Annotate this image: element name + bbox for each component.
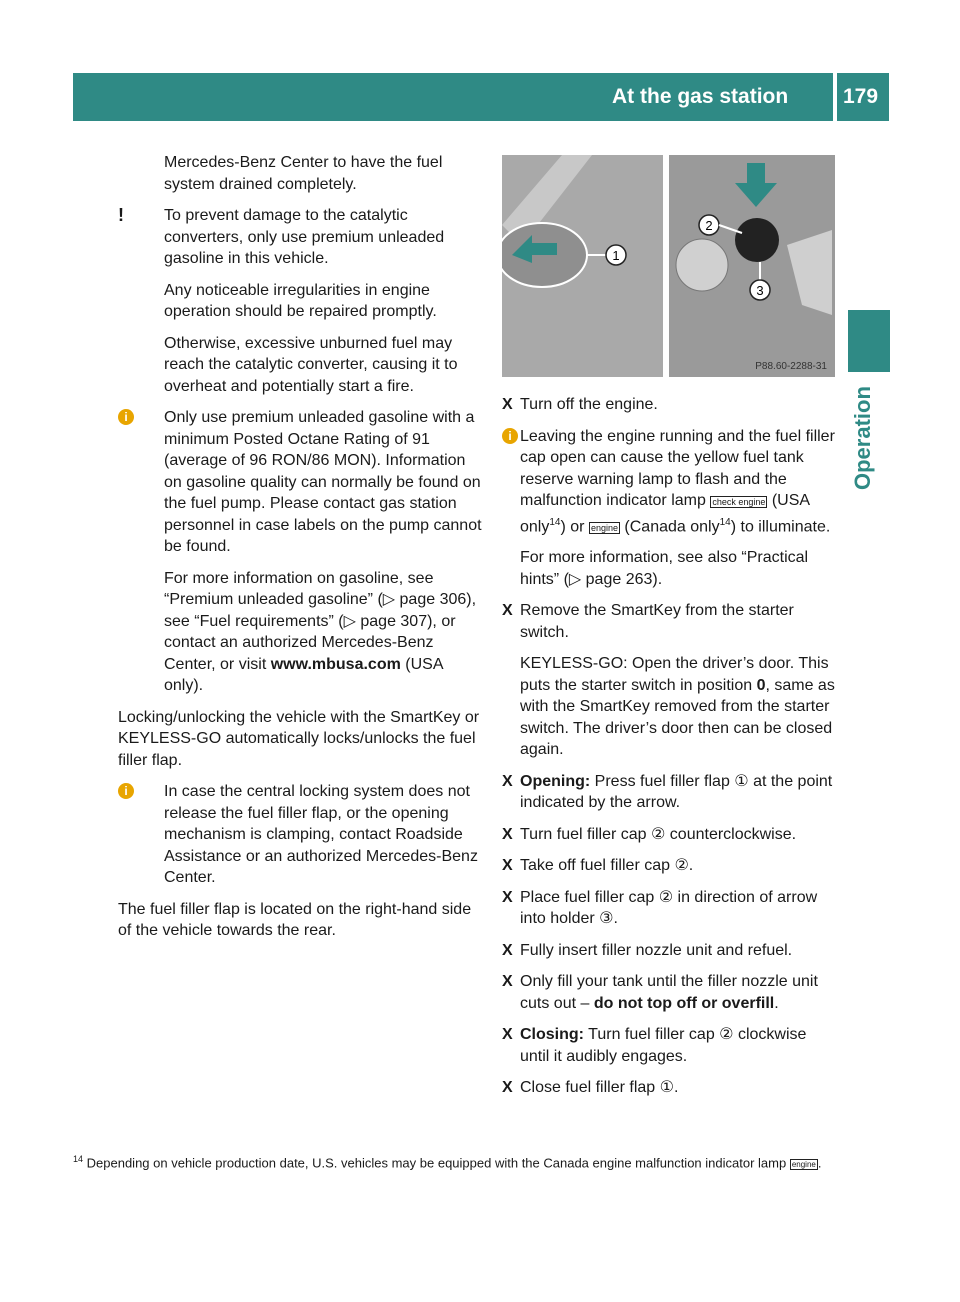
paragraph: Otherwise, excessive unburned fuel may reach the catalytic converter, causing it to overheat and potentially start a fire. — [164, 334, 458, 395]
left-column — [118, 152, 484, 952]
paragraph — [502, 653, 835, 761]
paragraph: Locking/unlocking the vehicle with the SmartKey or KEYLESS-GO automatically locks/unlocks the fuel filler flap. — [118, 708, 480, 769]
step-arrow-icon: X — [502, 941, 513, 959]
step — [502, 940, 835, 962]
text: (USA only). — [164, 655, 443, 694]
info-icon: i — [502, 428, 518, 444]
text: Place fuel filler cap ② in direction of arrow into holder ③. — [520, 888, 818, 928]
section-tab-label: Operation — [850, 386, 875, 490]
engine-icon: engine — [791, 1160, 816, 1170]
info-icon: i — [118, 783, 134, 799]
text: Remove the SmartKey from the starter switch. — [520, 602, 794, 641]
step-arrow-icon: X — [502, 973, 513, 991]
step — [502, 824, 835, 846]
footnote — [73, 1150, 843, 1174]
step-arrow-icon: X — [502, 602, 513, 620]
text: 0 — [756, 676, 766, 694]
footnote-ref: 14 — [719, 516, 731, 528]
text: KEYLESS-GO: Open the driver’s door. This puts the starter switch in position — [520, 655, 829, 694]
text: Opening: — [520, 772, 591, 790]
paragraph: Mercedes-Benz Center to have the fuel system drained completely. — [164, 154, 443, 193]
step-arrow-icon: X — [502, 1026, 513, 1044]
info-block — [502, 426, 835, 591]
warning-icon: ! — [118, 205, 124, 225]
info-block — [118, 407, 484, 697]
check-engine-icon: check engine — [712, 497, 766, 507]
info-block — [118, 781, 484, 889]
step-arrow-icon: X — [502, 825, 513, 843]
website-link[interactable]: www.mbusa.com — [270, 655, 401, 673]
step — [502, 771, 835, 814]
page-number: 179 — [843, 85, 879, 108]
text: . — [774, 994, 779, 1012]
right-column — [502, 394, 835, 1109]
fuel-filler-illustration — [502, 155, 835, 377]
paragraph: For more information, see also “Practical hints” (▷ page 263). — [520, 549, 809, 588]
paragraph: The fuel filler flap is located on the right-hand side of the vehicle towards the rear. — [118, 900, 472, 939]
engine-icon: engine — [590, 522, 618, 533]
step — [502, 855, 835, 877]
footnote-ref: 14 — [549, 516, 561, 528]
text: (USA only — [520, 492, 810, 535]
footnote-text: Depending on vehicle production date, U.S. vehicles may be equipped with the Canada engine malfunction indicator lamp — [86, 1155, 787, 1171]
step — [502, 394, 835, 416]
text: Press fuel filler flap ① at the point indicated by the arrow. — [520, 772, 833, 812]
paragraph: In case the central locking system does not release the fuel filler flap, or the opening mechanism is clamping, contact Roadside Assistance or an authorized Mercedes-Benz Center. — [164, 783, 478, 886]
section-tab — [848, 380, 890, 500]
callout-2: 2 — [705, 218, 713, 233]
info-icon: i — [118, 409, 134, 425]
text: do not top off or overfill — [593, 994, 775, 1012]
step-arrow-icon: X — [502, 857, 513, 875]
paragraph — [164, 568, 484, 697]
text: Turn fuel filler cap ② clockwise until it audibly engages. — [520, 1026, 807, 1065]
text: Fully insert filler nozzle unit and refuel. — [520, 941, 793, 959]
text: For more information on gasoline, see “Premium unleaded gasoline” (▷ page 306), see “Fuel requirements” (▷ page 307), or contact an authorized Mercedes-Benz Center, or visit — [164, 569, 477, 673]
text: Take off fuel filler cap ②. — [520, 857, 694, 875]
step — [502, 1077, 835, 1099]
text: Only fill your tank until the filler nozzle unit cuts out – — [520, 973, 818, 1012]
text: . — [817, 1155, 822, 1171]
step-arrow-icon: X — [502, 1079, 513, 1097]
text: , same as with the SmartKey removed from the starter switch. The driver’s door then can be closed again. — [520, 676, 835, 759]
text: Close fuel filler flap ①. — [520, 1079, 679, 1097]
text: Leaving the engine running and the fuel filler cap open can cause the yellow fuel tank reserve warning lamp to flash and the malfunction indicator lamp — [520, 427, 835, 509]
text: Closing: — [520, 1026, 584, 1044]
paragraph: To prevent damage to the catalytic converters, only use premium unleaded gasoline in this vehicle. — [164, 207, 445, 267]
text: Turn off the engine. — [520, 396, 658, 413]
paragraph: Any noticeable irregularities in engine operation should be repaired promptly. — [164, 281, 437, 320]
warning-block — [118, 205, 484, 397]
step — [502, 1024, 835, 1067]
step — [502, 600, 835, 643]
text: Turn fuel filler cap ② counterclockwise. — [520, 825, 797, 843]
text: ) to illuminate. — [730, 517, 831, 535]
step — [502, 887, 835, 930]
paragraph: Only use premium unleaded gasoline with a minimum Posted Octane Rating of 91 (average of 96 RON/86 MON). Information on gasoline quality can normally be found on the fuel pump. Please contact gas station personnel in case labels on the pump cannot be found. — [164, 409, 482, 555]
paragraph — [520, 426, 835, 538]
footnote-number: 14 — [73, 1154, 84, 1164]
image-code: P88.60-2288-31 — [755, 361, 827, 372]
section-marker — [848, 310, 890, 372]
page-title: At the gas station — [612, 85, 789, 108]
step-arrow-icon: X — [502, 396, 513, 413]
step-arrow-icon: X — [502, 772, 513, 790]
step-arrow-icon: X — [502, 888, 513, 906]
callout-1: 1 — [612, 248, 620, 263]
step — [502, 971, 835, 1014]
text: (Canada only — [624, 517, 720, 535]
callout-3: 3 — [756, 283, 764, 298]
text: ) or — [560, 517, 585, 535]
